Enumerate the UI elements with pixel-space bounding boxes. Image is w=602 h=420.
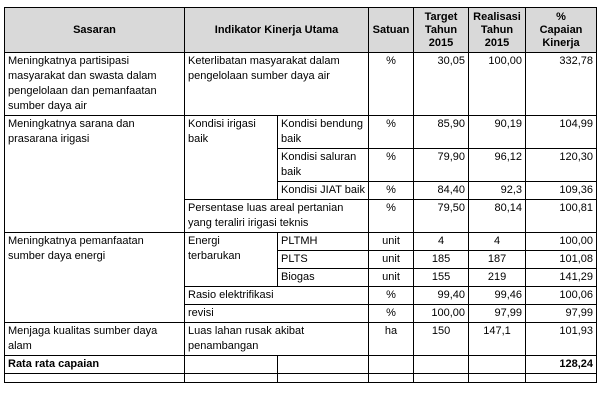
realisasi-cell: 92,3 <box>469 182 526 200</box>
empty-cell <box>278 356 369 374</box>
satuan-cell: unit <box>369 269 414 287</box>
header-target-line1: Target <box>424 10 458 23</box>
indikator-cell: Kondisi bendung baik <box>278 116 369 149</box>
capaian-cell: 100,00 <box>526 233 597 251</box>
indikator-cell: revisi <box>185 305 369 323</box>
sasaran-cell: Meningkatnya sarana dan prasarana irigasi <box>5 116 185 233</box>
realisasi-cell: 219 <box>469 269 526 287</box>
realisasi-cell: 100,00 <box>469 53 526 116</box>
header-target <box>414 8 469 53</box>
spacer-row <box>5 374 597 383</box>
header-realisasi <box>469 8 526 53</box>
target-cell: 185 <box>414 251 469 269</box>
realisasi-cell: 4 <box>469 233 526 251</box>
indikator-cell: Persentase luas areal pertanian yang teraliri irigasi teknis <box>185 200 369 233</box>
table-row <box>5 116 597 149</box>
total-value: 128,24 <box>526 356 597 374</box>
header-row <box>5 8 597 53</box>
table-row <box>5 323 597 356</box>
spacer-cell <box>278 374 369 383</box>
satuan-cell: % <box>369 200 414 233</box>
empty-cell <box>414 356 469 374</box>
realisasi-cell: 90,19 <box>469 116 526 149</box>
indikator-cell: Kondisi saluran baik <box>278 149 369 182</box>
table-row <box>5 233 597 251</box>
sasaran-cell: Menjaga kualitas sumber daya alam <box>5 323 185 356</box>
satuan-cell: ha <box>369 323 414 356</box>
realisasi-cell: 80,14 <box>469 200 526 233</box>
spacer-cell <box>526 374 597 383</box>
realisasi-cell: 147,1 <box>469 323 526 356</box>
target-cell: 100,00 <box>414 305 469 323</box>
indikator-cell: Biogas <box>278 269 369 287</box>
performance-table <box>4 7 597 383</box>
header-satuan: Satuan <box>369 8 414 53</box>
target-cell: 85,90 <box>414 116 469 149</box>
capaian-cell: 100,81 <box>526 200 597 233</box>
capaian-cell: 104,99 <box>526 116 597 149</box>
table-row <box>5 53 597 116</box>
target-cell: 99,40 <box>414 287 469 305</box>
sasaran-cell: Meningkatnya pemanfaatan sumber daya energi <box>5 233 185 323</box>
satuan-cell: unit <box>369 233 414 251</box>
satuan-cell: unit <box>369 251 414 269</box>
header-capaian-line3: Kinerja <box>542 36 580 49</box>
empty-cell <box>469 356 526 374</box>
indikator-cell: PLTS <box>278 251 369 269</box>
spacer-cell <box>414 374 469 383</box>
sasaran-cell: Meningkatnya partisipasi masyarakat dan swasta dalam pengelolaan dan pemanfaatan sumber daya air <box>5 53 185 116</box>
target-cell: 30,05 <box>414 53 469 116</box>
header-target-line3: 2015 <box>428 36 454 49</box>
target-cell: 155 <box>414 269 469 287</box>
satuan-cell: % <box>369 53 414 116</box>
satuan-cell: % <box>369 149 414 182</box>
target-cell: 79,90 <box>414 149 469 182</box>
header-sasaran: Sasaran <box>5 8 185 53</box>
group-cell: Energi terbarukan <box>185 233 278 287</box>
indikator-cell: Luas lahan rusak akibat penambangan <box>185 323 369 356</box>
spacer-cell <box>469 374 526 383</box>
capaian-cell: 100,06 <box>526 287 597 305</box>
performance-table-container <box>4 7 597 383</box>
indikator-cell: Keterlibatan masyarakat dalam pengelolaan sumber daya air <box>185 53 369 116</box>
realisasi-cell: 99,46 <box>469 287 526 305</box>
indikator-cell: Rasio elektrifikasi <box>185 287 369 305</box>
satuan-cell: % <box>369 182 414 200</box>
header-realisasi-line1: Realisasi <box>473 10 521 23</box>
capaian-cell: 120,30 <box>526 149 597 182</box>
header-capaian-line1: % <box>556 10 566 23</box>
empty-cell <box>185 356 278 374</box>
capaian-cell: 141,29 <box>526 269 597 287</box>
spacer-cell <box>369 374 414 383</box>
spacer-cell <box>5 374 185 383</box>
header-target-line2: Tahun <box>424 23 458 36</box>
total-label: Rata rata capaian <box>5 356 185 374</box>
capaian-cell: 97,99 <box>526 305 597 323</box>
spacer-cell <box>185 374 278 383</box>
header-realisasi-line2: Tahun <box>480 23 514 36</box>
empty-cell <box>369 356 414 374</box>
target-cell: 4 <box>414 233 469 251</box>
satuan-cell: % <box>369 116 414 149</box>
capaian-cell: 101,93 <box>526 323 597 356</box>
indikator-cell: Kondisi JIAT baik <box>278 182 369 200</box>
satuan-cell: % <box>369 305 414 323</box>
capaian-cell: 101,08 <box>526 251 597 269</box>
realisasi-cell: 187 <box>469 251 526 269</box>
capaian-cell: 109,36 <box>526 182 597 200</box>
header-capaian <box>526 8 597 53</box>
realisasi-cell: 97,99 <box>469 305 526 323</box>
indikator-cell: PLTMH <box>278 233 369 251</box>
group-cell: Kondisi irigasi baik <box>185 116 278 200</box>
header-indikator: Indikator Kinerja Utama <box>185 8 369 53</box>
total-row <box>5 356 597 374</box>
header-capaian-line2: Capaian <box>539 23 583 36</box>
target-cell: 84,40 <box>414 182 469 200</box>
capaian-cell: 332,78 <box>526 53 597 116</box>
target-cell: 79,50 <box>414 200 469 233</box>
target-cell: 150 <box>414 323 469 356</box>
satuan-cell: % <box>369 287 414 305</box>
realisasi-cell: 96,12 <box>469 149 526 182</box>
header-realisasi-line3: 2015 <box>484 36 510 49</box>
